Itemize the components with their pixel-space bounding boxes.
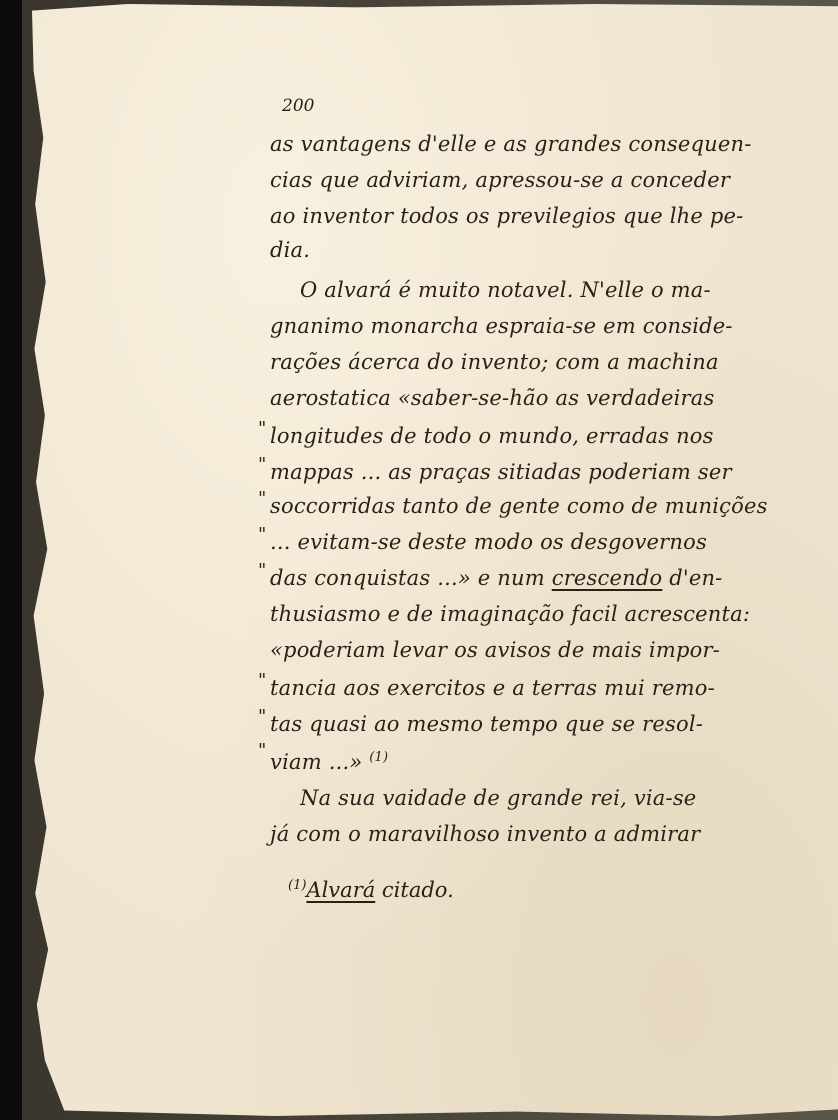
text-line: já com o maravilhoso invento a admirar [270,822,701,846]
text-line: O alvará é muito notavel. N'elle o ma- [300,278,711,302]
quote-mark: " [258,706,267,727]
text-line: rações ácerca do invento; com a machina [270,350,719,374]
page-number: 200 [282,96,315,116]
text-line-segment: d'en- [662,566,723,590]
text-line: mappas ... as praças sitiadas poderiam ser [270,460,732,484]
text-line: «poderiam levar os avisos de mais impor- [270,638,720,662]
text-line: ao inventor todos os previlegios que lhe pe- [270,204,744,228]
text-line: Na sua vaidade de grande rei, via-se [300,786,697,810]
footnote-title: Alvará [306,878,376,902]
text-line: tas quasi ao mesmo tempo que se resol- [270,712,704,736]
footnote-text: citado. [375,878,454,902]
footnote [288,878,454,902]
quote-mark: " [258,670,267,691]
quote-mark: " [258,560,267,581]
quote-mark: " [258,454,267,475]
text-line: tancia aos exercitos e a terras mui remo- [270,676,715,700]
text-line: ... evitam-se deste modo os desgovernos [270,530,707,554]
footnote-reference: (1) [369,750,389,765]
quote-mark: " [258,524,267,545]
quote-mark: " [258,488,267,509]
text-line: longitudes de todo o mundo, erradas nos [270,424,714,448]
text-line: as vantagens d'elle e as grandes consequen- [270,132,752,156]
text-line: aerostatica «saber-se-hão as verdadeiras [270,386,715,410]
footnote-marker: (1) [288,878,307,893]
text-line: soccorridas tanto de gente como de munições [270,494,768,518]
underlined-word: crescendo [551,566,663,590]
text-line: gnanimo monarcha espraia-se em conside- [270,314,733,338]
quote-mark: " [258,740,267,761]
quote-mark: " [258,418,267,439]
text-line [270,744,750,776]
text-line: thusiasmo e de imaginação facil acrescenta: [270,602,751,626]
text-line [270,564,750,592]
text-line: dia. [270,238,311,262]
text-line-segment: das conquistas ...» e num [270,566,545,590]
text-line: cias que adviriam, apressou-se a conceder [270,168,731,192]
text-line-segment: viam ...» [270,750,363,774]
